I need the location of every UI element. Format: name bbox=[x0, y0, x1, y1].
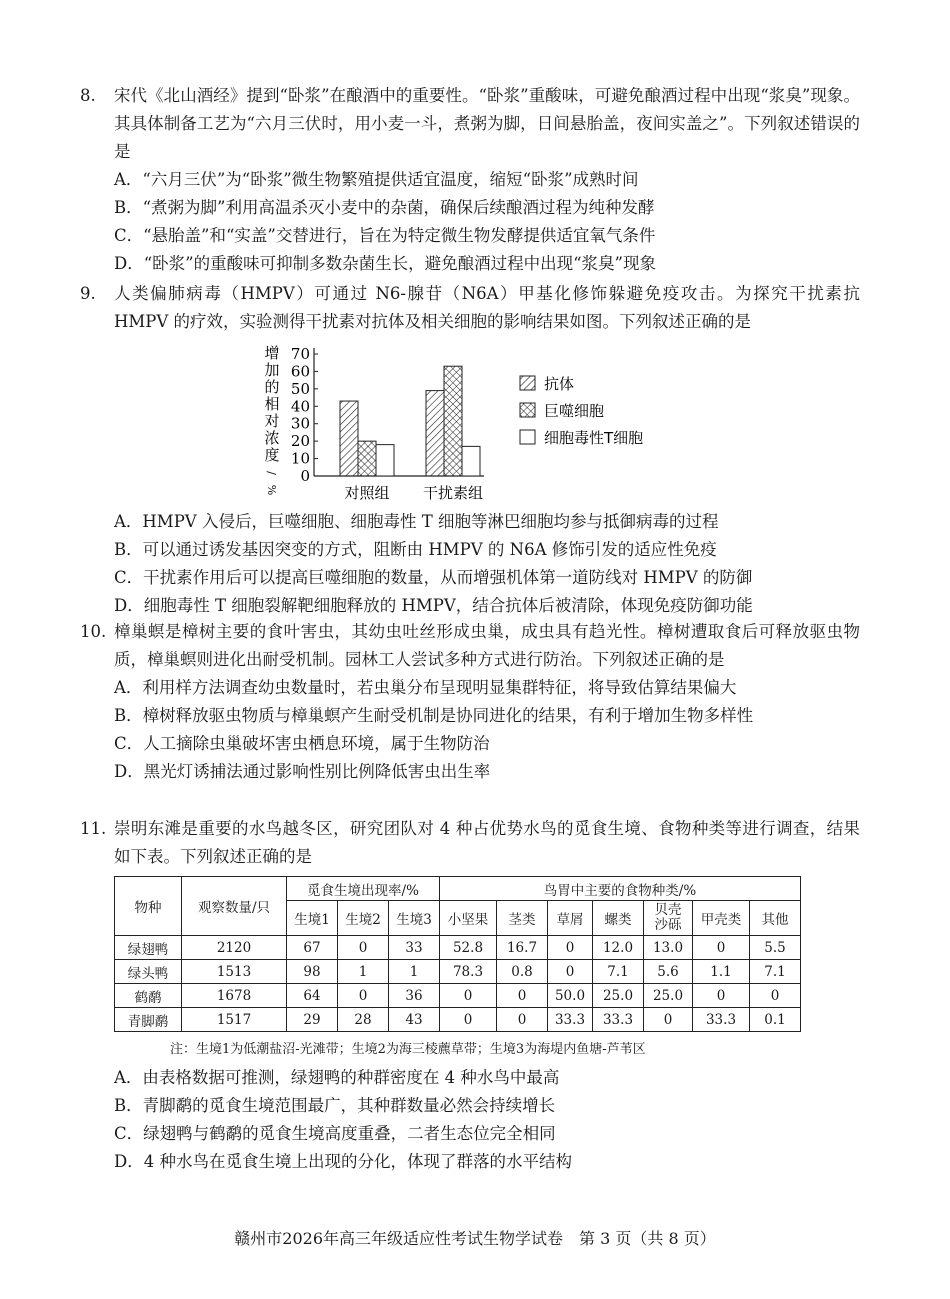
table-subheader: 螺类 bbox=[593, 901, 644, 936]
table-cell: 28 bbox=[338, 1008, 389, 1032]
question-number: 10. bbox=[80, 622, 107, 641]
table-subheader: 生境3 bbox=[389, 901, 440, 936]
table-subheader: 贝壳 沙砾 bbox=[644, 901, 693, 936]
table-cell: 0 bbox=[440, 1008, 497, 1032]
option-d: D．细胞毒性 T 细胞裂解靶细胞释放的 HMPV，结合抗体后被清除，体现免疫防御功能 bbox=[114, 596, 753, 615]
y-tick-label: 30 bbox=[290, 414, 310, 433]
table-cell: 绿翅鸭 bbox=[115, 936, 182, 960]
bar-blank bbox=[462, 446, 480, 476]
legend-label: 抗体 bbox=[544, 375, 575, 393]
option-b: B．青脚鹬的觅食生境范围最广，其种群数量必然会持续增长 bbox=[114, 1096, 556, 1115]
table-cell: 67 bbox=[287, 936, 338, 960]
table-cell: 0 bbox=[693, 984, 750, 1008]
table-header: 物种 bbox=[115, 877, 182, 936]
data-table bbox=[114, 876, 801, 1032]
table-cell: 1517 bbox=[182, 1008, 287, 1032]
y-tick-label: 0 bbox=[300, 467, 310, 485]
table-cell: 1513 bbox=[182, 960, 287, 984]
question-stem: 宋代《北山酒经》提到“卧浆”在酿酒中的重要性。“卧浆”重酸味，可避免酿酒过程中出现“浆臭”现象。其具体制备工艺为“六月三伏时，用小麦一斗，煮粥为脚，日间悬胎盖，夜间实盖之”。下列叙述错误的是 bbox=[114, 86, 860, 161]
y-tick-label: 50 bbox=[290, 379, 310, 398]
y-label-char: / bbox=[265, 471, 278, 475]
table-cell: 0 bbox=[497, 984, 548, 1008]
option-d: D．黑光灯诱捕法通过影响性别比例降低害虫出生率 bbox=[114, 762, 491, 781]
table-cell: 1678 bbox=[182, 984, 287, 1008]
table-cell: 29 bbox=[287, 1008, 338, 1032]
table-row bbox=[115, 936, 801, 960]
question-11-options bbox=[114, 1064, 874, 1176]
option-b: B．“煮粥为脚”利用高温杀灭小麦中的杂菌，确保后续酿酒过程为纯种发酵 bbox=[114, 198, 655, 217]
table-cell: 0 bbox=[644, 1008, 693, 1032]
option-c: C．“悬胎盖”和“实盖”交替进行，旨在为特定微生物发酵提供适宜氧气条件 bbox=[114, 226, 656, 245]
table-cell: 0 bbox=[338, 984, 389, 1008]
table-cell: 0 bbox=[750, 984, 801, 1008]
table-cell: 64 bbox=[287, 984, 338, 1008]
legend-label: 巨噬细胞 bbox=[544, 402, 605, 420]
table-row bbox=[115, 1008, 801, 1032]
bar-diagonal bbox=[340, 401, 358, 476]
question-11 bbox=[80, 815, 860, 871]
table-cell: 青脚鹬 bbox=[115, 1008, 182, 1032]
table-subheader: 生境1 bbox=[287, 901, 338, 936]
table-cell: 78.3 bbox=[440, 960, 497, 984]
option-b: B．可以通过诱发基因突变的方式，阻断由 HMPV 的 N6A 修饰引发的适应性免疫 bbox=[114, 540, 717, 559]
y-label-char: 对 bbox=[264, 412, 280, 430]
table-cell: 0 bbox=[548, 936, 593, 960]
table-cell: 25.0 bbox=[593, 984, 644, 1008]
option-c: C．人工摘除虫巢破坏害虫栖息环境，属于生物防治 bbox=[114, 734, 490, 753]
bar-blank bbox=[376, 445, 394, 476]
table-cell: 33.3 bbox=[593, 1008, 644, 1032]
y-label-char: 相 bbox=[264, 395, 280, 413]
option-a: A．HMPV 入侵后，巨噬细胞、细胞毒性 T 细胞等淋巴细胞均参与抵御病毒的过程 bbox=[114, 512, 719, 531]
legend-swatch bbox=[520, 430, 535, 444]
bar-crosshatch bbox=[358, 441, 376, 476]
option-d: D．4 种水鸟在觅食生境上出现的分化，体现了群落的水平结构 bbox=[114, 1152, 572, 1171]
option-a: A．“六月三伏”为“卧浆”微生物繁殖提供适宜温度，缩短“卧浆”成熟时间 bbox=[114, 170, 639, 189]
table-note: 注：生境1为低潮盐沼-光滩带；生境2为海三棱藨草带；生境3为海堤内鱼塘-芦苇区 bbox=[170, 1042, 646, 1057]
question-10 bbox=[80, 618, 860, 786]
table-header: 觅食生境出现率/% bbox=[287, 877, 440, 901]
y-tick-label: 70 bbox=[290, 345, 310, 363]
table-cell: 0.1 bbox=[750, 1008, 801, 1032]
table-cell: 1.1 bbox=[693, 960, 750, 984]
table-cell: 鹤鹬 bbox=[115, 984, 182, 1008]
table-cell: 0 bbox=[548, 960, 593, 984]
table-subheader: 甲壳类 bbox=[693, 901, 750, 936]
question-number: 11. bbox=[80, 819, 107, 838]
page-footer: 赣州市2026年高三年级适应性考试生物学试卷 第 3 页（共 8 页） bbox=[234, 1229, 716, 1248]
option-c: C．干扰素作用后可以提高巨噬细胞的数量，从而增强机体第一道防线对 HMPV 的防御 bbox=[114, 568, 753, 587]
table-subheader: 生境2 bbox=[338, 901, 389, 936]
bar-crosshatch bbox=[444, 366, 462, 476]
table-cell: 98 bbox=[287, 960, 338, 984]
table-cell: 0 bbox=[693, 936, 750, 960]
question-stem: 人类偏肺病毒（HMPV）可通过 N6-腺苷（N6A）甲基化修饰躲避免疫攻击。为探究干扰素抗 HMPV 的疗效，实验测得干扰素对抗体及相关细胞的影响结果如图。下列叙述正确的是 bbox=[114, 284, 860, 331]
legend bbox=[520, 375, 643, 447]
option-c: C．绿翅鸭与鹤鹬的觅食生境高度重叠，二者生态位完全相同 bbox=[114, 1124, 556, 1143]
y-tick-label: 10 bbox=[290, 449, 310, 468]
question-number: 9. bbox=[80, 284, 96, 303]
table-cell: 7.1 bbox=[750, 960, 801, 984]
option-d: D．“卧浆”的重酸味可抑制多数杂菌生长，避免酿酒过程中出现“浆臭”现象 bbox=[114, 254, 656, 273]
table-cell: 33.3 bbox=[693, 1008, 750, 1032]
y-tick-label: 60 bbox=[290, 362, 310, 381]
table-cell: 12.0 bbox=[593, 936, 644, 960]
table-cell: 16.7 bbox=[497, 936, 548, 960]
table-cell: 2120 bbox=[182, 936, 287, 960]
y-label-char: 加 bbox=[264, 361, 280, 379]
table-cell: 52.8 bbox=[440, 936, 497, 960]
table-cell: 7.1 bbox=[593, 960, 644, 984]
table-subheader: 草屑 bbox=[548, 901, 593, 936]
y-label-char: 浓 bbox=[264, 429, 280, 447]
table-subheader: 茎类 bbox=[497, 901, 548, 936]
question-stem: 樟巢螟是樟树主要的食叶害虫，其幼虫吐丝形成虫巢，成虫具有趋光性。樟树遭取食后可释放驱虫物质，樟巢螟则进化出耐受机制。园林工人尝试多种方式进行防治。下列叙述正确的是 bbox=[114, 622, 860, 669]
question-number: 8. bbox=[80, 86, 96, 105]
y-axis-label bbox=[264, 344, 279, 495]
option-a: A．利用样方法调查幼虫数量时，若虫巢分布呈现明显集群特征，将导致估算结果偏大 bbox=[114, 678, 737, 697]
table-subheader: 其他 bbox=[750, 901, 801, 936]
y-tick-label: 20 bbox=[290, 432, 310, 451]
table-row bbox=[115, 984, 801, 1008]
table-cell: 绿头鸭 bbox=[115, 960, 182, 984]
table-cell: 1 bbox=[338, 960, 389, 984]
table-cell: 0.8 bbox=[497, 960, 548, 984]
x-category-label: 对照组 bbox=[344, 484, 390, 502]
y-tick-label: 40 bbox=[290, 397, 310, 416]
y-label-char: 增 bbox=[264, 344, 280, 362]
table-cell: 33.3 bbox=[548, 1008, 593, 1032]
x-category-label: 干扰素组 bbox=[422, 484, 484, 502]
table-subheader: 小坚果 bbox=[440, 901, 497, 936]
legend-swatch bbox=[520, 376, 535, 390]
y-label-char: 的 bbox=[264, 378, 280, 396]
question-stem: 崇明东滩是重要的水鸟越冬区，研究团队对 4 种占优势水鸟的觅食生境、食物种类等进行调查，结果如下表。下列叙述正确的是 bbox=[114, 819, 860, 866]
table-cell: 5.6 bbox=[644, 960, 693, 984]
table-cell: 25.0 bbox=[644, 984, 693, 1008]
table-header: 观察数量/只 bbox=[182, 877, 287, 936]
table-cell: 0 bbox=[338, 936, 389, 960]
y-label-char: % bbox=[265, 484, 278, 496]
table-cell: 0 bbox=[497, 1008, 548, 1032]
table-cell: 13.0 bbox=[644, 936, 693, 960]
y-label-char: 度 bbox=[264, 446, 280, 464]
table-cell: 0 bbox=[440, 984, 497, 1008]
bar-diagonal bbox=[426, 391, 444, 476]
legend-label: 细胞毒性T细胞 bbox=[544, 429, 644, 447]
table-cell: 1 bbox=[389, 960, 440, 984]
table-cell: 43 bbox=[389, 1008, 440, 1032]
table-header: 鸟胃中主要的食物种类/% bbox=[440, 877, 801, 901]
table-cell: 50.0 bbox=[548, 984, 593, 1008]
bar-chart bbox=[262, 340, 682, 505]
table-row bbox=[115, 960, 801, 984]
question-8 bbox=[80, 82, 860, 278]
option-b: B．樟树释放驱虫物质与樟巢螟产生耐受机制是协同进化的结果，有利于增加生物多样性 bbox=[114, 706, 754, 725]
option-a: A．由表格数据可推测，绿翅鸭的种群密度在 4 种水鸟中最高 bbox=[114, 1068, 560, 1087]
table-cell: 33 bbox=[389, 936, 440, 960]
legend-swatch bbox=[520, 403, 535, 417]
bars bbox=[340, 366, 483, 502]
table-cell: 5.5 bbox=[750, 936, 801, 960]
table-cell: 36 bbox=[389, 984, 440, 1008]
